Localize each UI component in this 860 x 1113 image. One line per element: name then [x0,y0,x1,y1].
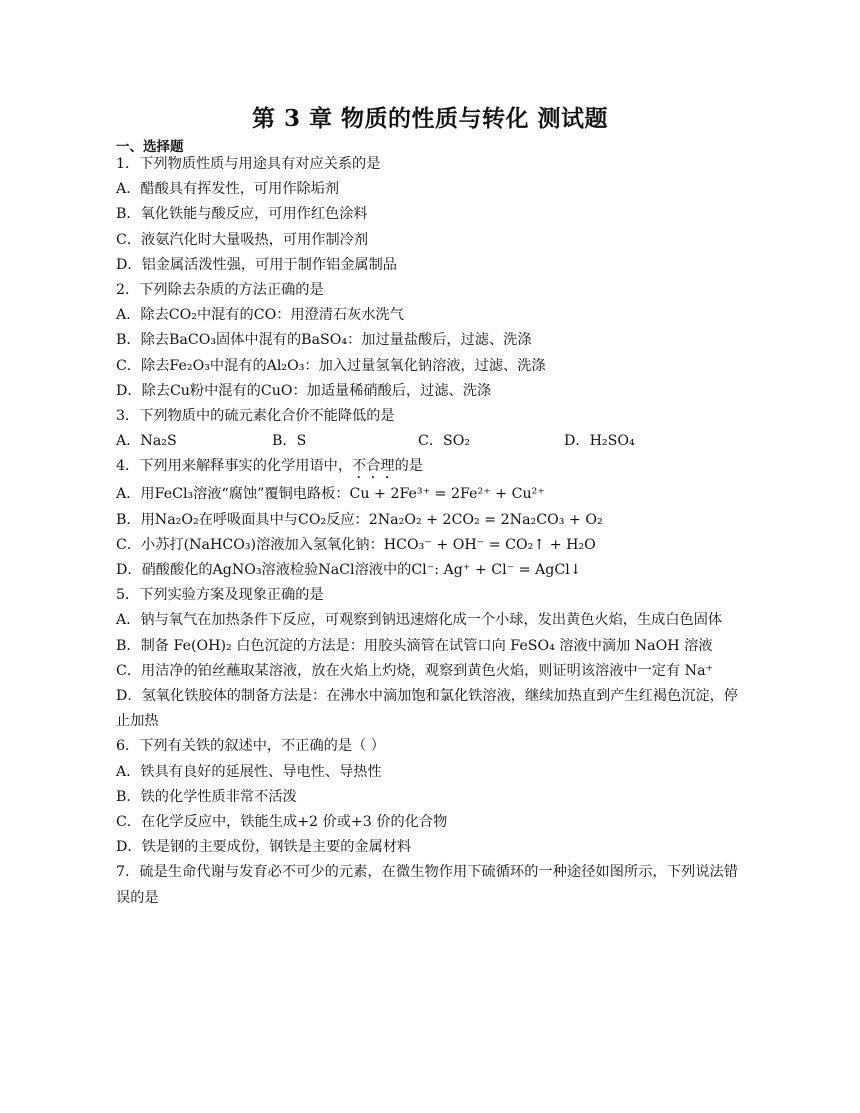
section-heading: 一、选择题 [116,139,184,155]
question-5-option-d: D．氢氧化铁胶体的制备方法是：在沸水中滴加饱和氯化铁溶液，继续加热直到产生红褐色沉淀，停止加热 [116,688,738,730]
question-3-stem: 3．下列物质中的硫元素化合价不能降低的是 [116,408,395,425]
question-4-option-b: B．用Na₂O₂在呼吸面具中与CO₂反应：2Na₂O₂ + 2CO₂ = 2Na₂CO₃ + O₂ [116,511,603,528]
question-6-option-a: A．铁具有良好的延展性、导电性、导热性 [116,763,382,780]
question-4-stem [116,454,738,482]
question-2-option-b: B．除去BaCO₃固体中混有的BaSO₄：加过量盐酸后，过滤、洗涤 [116,332,532,349]
question-5-option-b: B．制备 Fe(OH)₂ 白色沉淀的方法是：用胶头滴管在试管口向 FeSO₄ 溶液中滴加 NaOH 溶液 [116,637,713,654]
question-5-stem: 5．下列实验方案及现象正确的是 [116,587,324,604]
question-2-option-a: A．除去CO₂中混有的CO：用澄清石灰水洗气 [116,307,404,324]
question-3-options [116,429,738,454]
question-2-option-d: D．除去Cu粉中混有的CuO：加适量稀硝酸后，过滤、洗涤 [116,382,492,399]
question-6-option-b: B．铁的化学性质非常不活泼 [116,788,297,805]
question-6-option-d: D．铁是钢的主要成份，钢铁是主要的金属材料 [116,839,412,856]
question-4-stem-pre: 4．下列用来解释事实的化学用语中， [116,458,353,475]
question-1-option-a: A．醋酸具有挥发性，可用作除垢剂 [116,181,340,198]
question-6-stem: 6．下列有关铁的叙述中，不正确的是（ ） [116,738,385,755]
question-1-option-b: B．氧化铁能与酸反应，可用作红色涂料 [116,206,368,223]
question-7-stem: 7．硫是生命代谢与发育必不可少的元素，在微生物作用下硫循环的一种途径如图所示，下列说法错误的是 [116,864,738,906]
question-6-option-c: C．在化学反应中，铁能生成+2 价或+3 价的化合物 [116,814,448,831]
question-3-option-d: D．H₂SO₄ [564,433,635,450]
question-1-stem: 1．下列物质性质与用途具有对应关系的是 [116,156,381,172]
question-list [116,152,738,911]
question-3-option-a: A．Na₂S [116,433,177,450]
question-4-option-c: C．小苏打(NaHCO₃)溶液加入氢氧化钠：HCO₃⁻ + OH⁻ = CO₂↑ + H₂O [116,536,596,553]
question-5-option-a: A．钠与氧气在加热条件下反应，可观察到钠迅速熔化成一个小球，发出黄色火焰，生成白色固体 [116,612,723,629]
question-3-option-b: B．S [272,433,307,450]
question-4-option-d: D．硝酸酸化的AgNO₃溶液检验NaCl溶液中的Cl⁻: Ag⁺ + Cl⁻ = AgCl↓ [116,562,582,579]
question-4-emphasis: 不合理 [352,458,395,475]
question-4-option-a: A．用FeCl₃溶液“腐蚀”覆铜电路板：Cu + 2Fe³⁺ = 2Fe²⁺ + Cu²⁺ [116,486,545,503]
question-1-option-d: D．铝金属活泼性强，可用于制作铝金属制品 [116,256,397,273]
question-2-stem: 2．下列除去杂质的方法正确的是 [116,282,324,299]
question-3-option-c: C．SO₂ [418,433,471,450]
question-4-stem-post: 的是 [394,458,423,475]
question-5-option-c: C．用洁净的铂丝蘸取某溶液，放在火焰上灼烧，观察到黄色火焰，则证明该溶液中一定有 Na⁺ [116,662,714,679]
page-title: 第 3 章 物质的性质与转化 测试题 [251,105,609,132]
question-2-option-c: C．除去Fe₂O₃中混有的Al₂O₃：加入过量氢氧化钠溶液，过滤、洗涤 [116,357,546,374]
question-1-option-c: C．液氨汽化时大量吸热，可用作制冷剂 [116,231,369,248]
